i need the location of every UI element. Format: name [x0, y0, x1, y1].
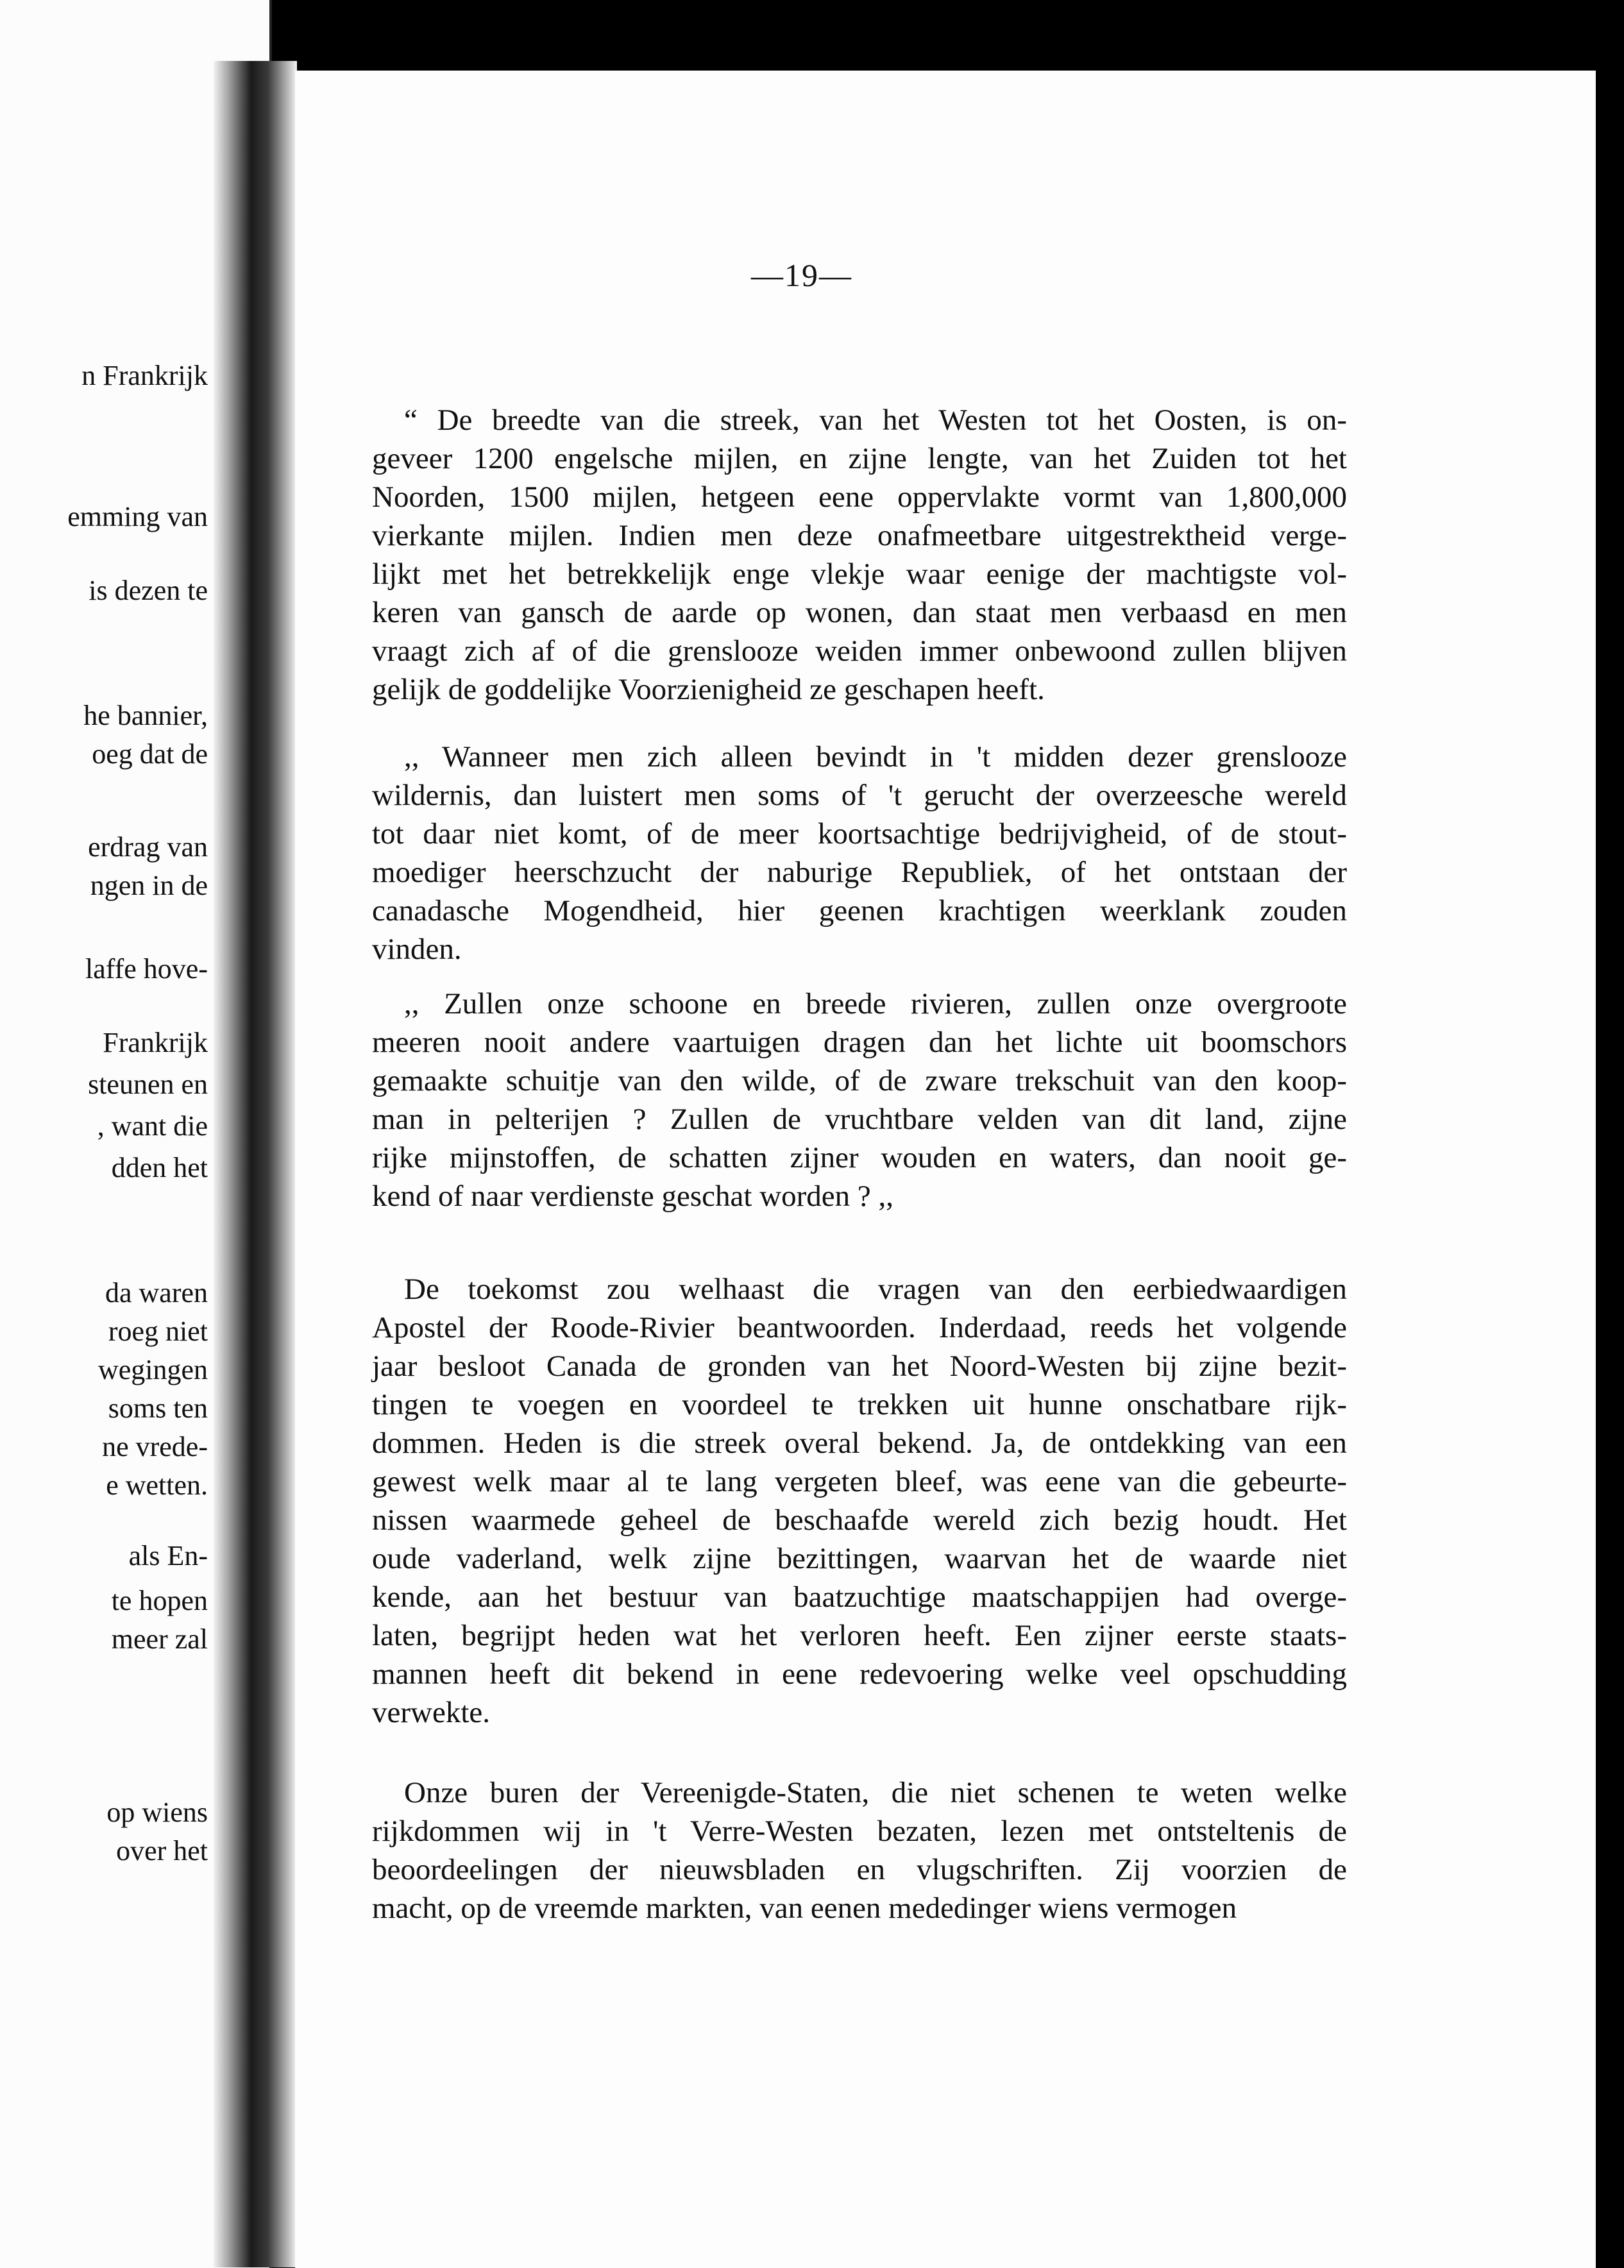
paragraph	[372, 1270, 1347, 1732]
text-line: beoordeelingen der nieuwsbladen en vlugschriften. Zij voorzien de	[372, 1853, 1347, 1886]
text-line: dommen. Heden is die streek overal bekend. Ja, de ontdekking van een	[372, 1426, 1347, 1460]
left-page-text-line: meer zal	[111, 1623, 208, 1655]
text-line: verwekte.	[372, 1696, 490, 1729]
page-number: —19—	[751, 257, 852, 293]
text-line: mannen heeft dit bekend in eene redevoering welke veel opschudding	[372, 1657, 1347, 1691]
left-page-text-line: n Frankrijk	[81, 360, 208, 391]
text-line: gewest welk maar al te lang vergeten bleef, was eene van die gebeurte-	[372, 1465, 1347, 1498]
text-line: meeren nooit andere vaartuigen dragen dan het lichte uit boomschors	[372, 1026, 1347, 1059]
left-page-text-line: dden het	[111, 1152, 208, 1183]
text-line: geveer 1200 engelsche mijlen, en zijne lengte, van het Zuiden tot het	[372, 442, 1347, 475]
text-line: vinden.	[372, 933, 462, 966]
text-line: nissen waarmede geheel de beschaafde wereld zich bezig houdt. Het	[372, 1503, 1347, 1537]
text-line: wildernis, dan luistert men soms of 't gerucht der overzeesche wereld	[372, 779, 1347, 812]
left-page-text-line: Frankrijk	[103, 1027, 208, 1058]
paragraph	[372, 738, 1347, 969]
text-line: gemaakte schuitje van den wilde, of de zware trekschuit van den koop-	[372, 1064, 1347, 1097]
text-line: tingen te voegen en voordeel te trekken uit hunne onschatbare rijk-	[372, 1388, 1347, 1421]
left-page-text-line: roeg niet	[108, 1316, 208, 1347]
text-line: jaar besloot Canada de gronden van het Noord-Westen bij zijne bezit-	[372, 1350, 1347, 1383]
text-line: laten, begrijpt heden wat het verloren heeft. Een zijner eerste staats-	[372, 1619, 1347, 1652]
left-page-text-line: da waren	[105, 1277, 208, 1308]
left-page-text-line: op wiens	[106, 1797, 208, 1828]
text-line: Onze buren der Vereenigde-Staten, die niet schenen te weten welke	[404, 1776, 1347, 1809]
paragraph	[372, 1773, 1347, 1927]
left-page-text-line: ngen in de	[90, 870, 208, 901]
text-line: lijkt met het betrekkelijk enge vlekje waar eenige der machtigste vol-	[372, 557, 1347, 591]
text-line: rijkdommen wij in 't Verre-Westen bezaten, lezen met ontsteltenis de	[372, 1815, 1347, 1848]
text-line: tot daar niet komt, of de meer koortsachtige bedrijvigheid, of de stout-	[372, 817, 1347, 851]
left-page-text-line: als En-	[128, 1540, 208, 1571]
left-page-text-line: ne vrede-	[102, 1431, 208, 1462]
left-page-text-line: emming van	[67, 501, 208, 532]
text-line: ,, Zullen onze schoone en breede rivieren, zullen onze overgroote	[404, 987, 1347, 1020]
left-page-text-line: is dezen te	[89, 575, 208, 606]
left-page-text-line: , want die	[97, 1110, 208, 1142]
text-line: De toekomst zou welhaast die vragen van den eerbiedwaardigen	[404, 1273, 1347, 1306]
text-line: vierkante mijlen. Indien men deze onafmeetbare uitgestrektheid verge-	[372, 519, 1347, 552]
text-line: ,, Wanneer men zich alleen bevindt in 't midden dezer grenslooze	[404, 740, 1347, 774]
book-gutter	[214, 61, 297, 2267]
left-page-text-line: erdrag van	[88, 831, 208, 863]
text-line: Noorden, 1500 mijlen, hetgeen eene oppervlakte vormt van 1,800,000	[372, 480, 1347, 514]
left-page-text-line: wegingen	[97, 1354, 208, 1385]
text-line: rijke mijnstoffen, de schatten zijner wouden en waters, dan nooit ge-	[372, 1141, 1347, 1174]
left-page-text-line: te hopen	[111, 1585, 208, 1616]
left-page-text-line: soms ten	[108, 1392, 208, 1424]
left-page-text-line: e wetten.	[106, 1469, 208, 1501]
text-line: moediger heerschzucht der naburige Republiek, of het ontstaan der	[372, 856, 1347, 889]
left-page-text-line: oeg dat de	[92, 738, 208, 770]
text-line: man in pelterijen ? Zullen de vruchtbare velden van dit land, zijne	[372, 1103, 1347, 1136]
paragraph	[372, 985, 1347, 1215]
text-line: vraagt zich af of die grenslooze weiden immer onbewoond zullen blijven	[372, 634, 1347, 668]
paragraph	[372, 401, 1347, 709]
left-page-text-line: steunen en	[88, 1069, 208, 1100]
left-page-text-line: he bannier,	[83, 700, 208, 731]
text-line: Apostel der Roode-Rivier beantwoorden. Inderdaad, reeds het volgende	[372, 1311, 1347, 1344]
text-line: macht, op de vreemde markten, van eenen mededinger wiens vermogen	[372, 1891, 1237, 1925]
text-line: oude vaderland, welk zijne bezittingen, waarvan het de waarde niet	[372, 1542, 1347, 1575]
left-page-text-line: laffe hove-	[85, 953, 208, 985]
text-line: kende, aan het bestuur van baatzuchtige maatschappijen had overge-	[372, 1580, 1347, 1614]
text-line: “ De breedte van die streek, van het Westen tot het Oosten, is on-	[404, 403, 1347, 437]
text-line: canadasche Mogendheid, hier geenen krachtigen weerklank zouden	[372, 894, 1347, 927]
text-line: keren van gansch de aarde op wonen, dan staat men verbaasd en men	[372, 596, 1347, 629]
text-line: kend of naar verdienste geschat worden ? ,,	[372, 1180, 894, 1213]
text-line: gelijk de goddelijke Voorzienigheid ze geschapen heeft.	[372, 673, 1045, 706]
left-page-text-line: over het	[116, 1835, 208, 1866]
